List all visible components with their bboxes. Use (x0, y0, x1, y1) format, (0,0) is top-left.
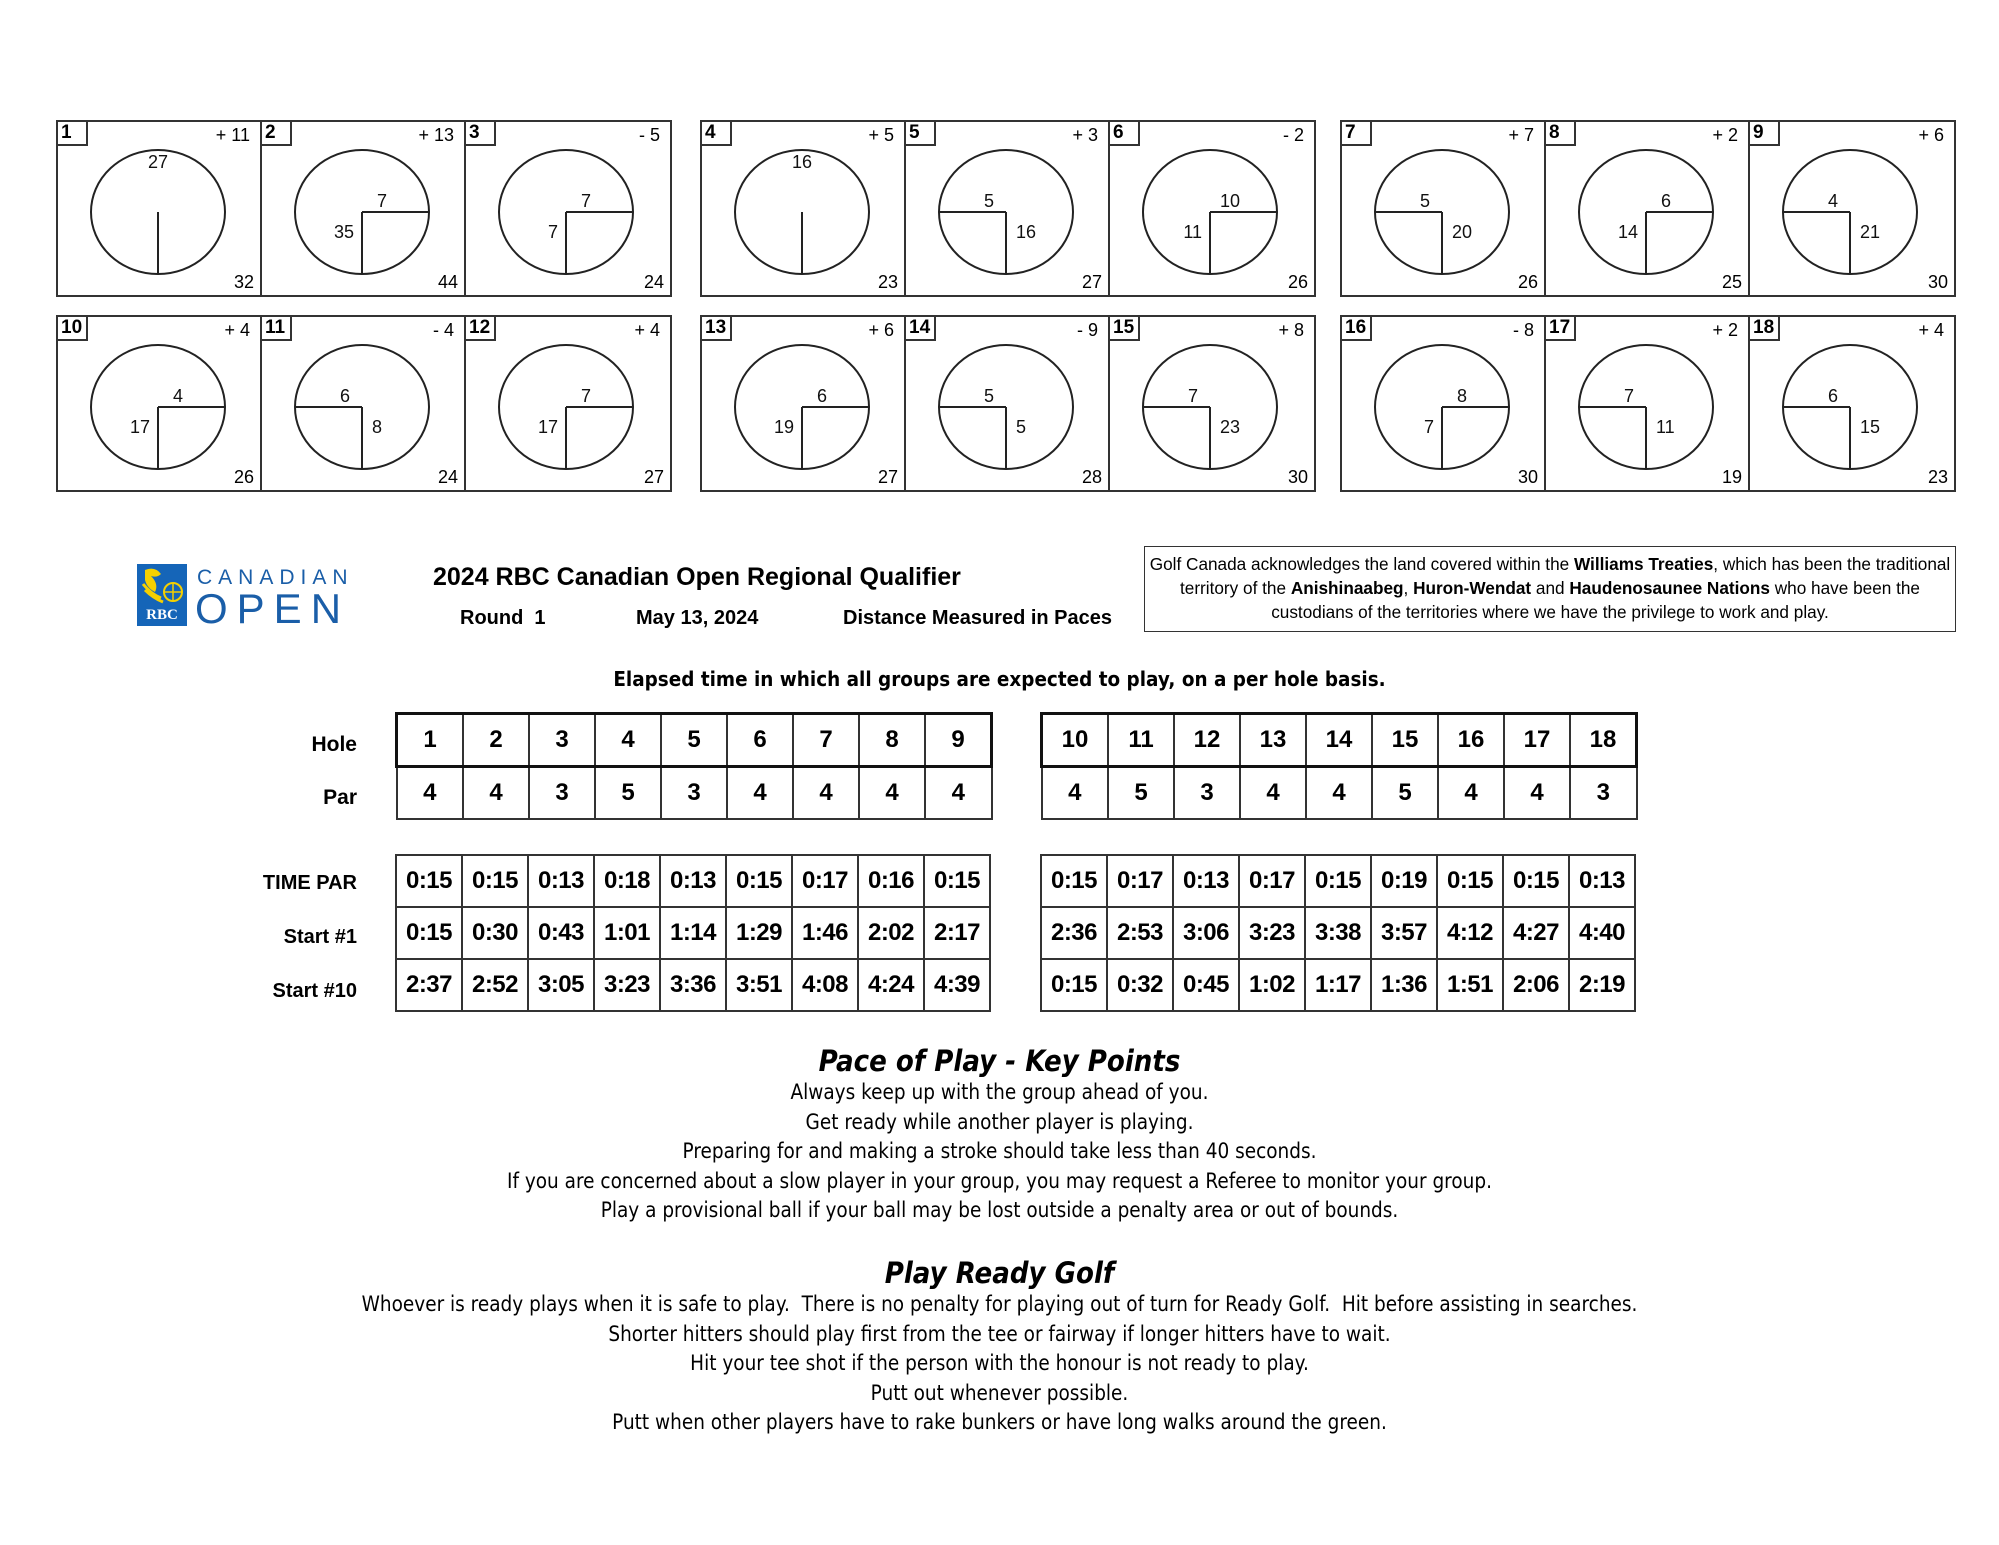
time-table-front-nine (395, 854, 991, 1012)
time-par-row-cell: 0:18 (594, 855, 660, 907)
pin-offset-value: - 4 (432, 320, 454, 340)
green-diagram-icon (906, 317, 1110, 494)
pin-card-hole-15 (1110, 317, 1314, 490)
pin-card-hole-11 (262, 317, 466, 490)
pin-distance-label: 6 (339, 386, 351, 406)
hole-number: 14 (906, 317, 936, 341)
hole-number: 4 (702, 122, 732, 146)
pin-distance-label: 7 (1623, 386, 1635, 406)
pin-offset-value: + 3 (1072, 125, 1098, 145)
row-label-time-par: TIME PAR (262, 872, 357, 894)
start-10-row-cell: 4:24 (858, 959, 924, 1011)
ack-emphasis: Haudenosaunee Nations (1569, 578, 1770, 598)
pin-group (700, 120, 1316, 297)
hole-row-cell: 5 (661, 714, 727, 767)
ready-golf-line: Putt when other players have to rake bunkers or have long walks around the green. (612, 1410, 1387, 1434)
pin-offset-value: - 8 (1512, 320, 1534, 340)
pin-offset-value: + 11 (215, 125, 250, 145)
start-1-row-cell: 1:01 (594, 907, 660, 959)
hole-row-cell: 12 (1174, 714, 1240, 767)
time-par-row (396, 855, 990, 907)
hole-number: 13 (702, 317, 732, 341)
green-diagram-icon (702, 317, 906, 494)
green-depth-value: 28 (1081, 467, 1102, 487)
start-1-row-cell: 3:23 (1239, 907, 1305, 959)
pin-card-hole-10 (58, 317, 262, 490)
pin-distance-label: 20 (1452, 222, 1473, 242)
ack-text: Golf Canada acknowledges the land covered within the (1149, 554, 1574, 574)
start-10-row-cell: 2:52 (462, 959, 528, 1011)
hole-par-table-front-nine (395, 712, 993, 820)
hole-row (397, 714, 992, 767)
pin-distance-label: 16 (1016, 222, 1037, 242)
hole-row-cell: 2 (463, 714, 529, 767)
hole-row-cell: 16 (1438, 714, 1504, 767)
pin-card-hole-12 (466, 317, 670, 490)
pin-card-hole-1 (58, 122, 262, 295)
start-1-row-cell: 4:12 (1437, 907, 1503, 959)
start-1-row-cell: 2:17 (924, 907, 990, 959)
time-par-row-cell: 0:17 (792, 855, 858, 907)
pin-offset-value: - 2 (1282, 125, 1304, 145)
pin-offset-value: + 4 (1918, 320, 1944, 340)
pin-distance-label: 35 (333, 222, 354, 242)
start-10-row (1041, 959, 1635, 1011)
time-par-row-cell: 0:19 (1371, 855, 1437, 907)
pin-distance-label: 7 (376, 191, 388, 211)
green-diagram-icon (906, 122, 1110, 299)
pin-card-hole-6 (1110, 122, 1314, 295)
green-depth-value: 23 (877, 272, 898, 292)
ack-text: , (1403, 578, 1414, 598)
pin-card-hole-3 (466, 122, 670, 295)
pin-distance-label: 27 (147, 152, 169, 172)
green-depth-value: 44 (437, 272, 458, 292)
ack-text: who have been the custodians of the territories where we have the privilege to work and play. (1271, 578, 1920, 622)
start-10-row-cell: 2:06 (1503, 959, 1569, 1011)
pin-distance-label: 17 (129, 417, 150, 437)
pin-card-hole-8 (1546, 122, 1750, 295)
green-depth-value: 23 (1927, 467, 1948, 487)
pin-offset-value: + 13 (418, 125, 454, 145)
ack-text: , which has been the traditional territory of the (1180, 554, 1951, 598)
pin-distance-label: 8 (1456, 386, 1468, 406)
green-depth-value: 30 (1517, 467, 1538, 487)
par-row-cell: 3 (1570, 767, 1637, 820)
rbc-lion-shield-icon (137, 564, 187, 626)
logo-canadian-text: CANADIAN (197, 566, 354, 589)
hole-number: 2 (262, 122, 292, 146)
start-1-row (1041, 907, 1635, 959)
pin-card-hole-16 (1342, 317, 1546, 490)
pin-card-hole-7 (1342, 122, 1546, 295)
pin-distance-label: 7 (580, 386, 592, 406)
green-depth-value: 27 (643, 467, 664, 487)
time-par-row-cell: 0:13 (528, 855, 594, 907)
hole-number: 9 (1750, 122, 1780, 146)
pin-distance-label: 7 (1423, 417, 1434, 437)
distance-unit-note: Distance Measured in Paces (843, 607, 1113, 629)
hole-number: 15 (1110, 317, 1140, 341)
green-diagram-icon (1110, 317, 1314, 494)
green-diagram-icon (58, 122, 262, 299)
hole-row-cell: 18 (1570, 714, 1637, 767)
start-10-row-cell: 3:23 (594, 959, 660, 1011)
pin-card-hole-4 (702, 122, 906, 295)
green-depth-value: 25 (1721, 272, 1742, 292)
par-row-cell: 4 (1306, 767, 1372, 820)
ready-golf-line: Shorter hitters should play first from the tee or fairway if longer hitters have to wait. (608, 1321, 1391, 1346)
par-row-cell: 4 (1438, 767, 1504, 820)
green-diagram-icon (1110, 122, 1314, 299)
green-diagram-icon (262, 317, 466, 494)
start-1-row-cell: 0:43 (528, 907, 594, 959)
time-par-row-cell: 0:17 (1239, 855, 1305, 907)
pin-distance-label: 23 (1220, 417, 1241, 437)
hole-row-cell: 6 (727, 714, 793, 767)
green-diagram-icon (262, 122, 466, 299)
pin-card-hole-17 (1546, 317, 1750, 490)
pin-distance-label: 6 (1660, 191, 1672, 211)
green-diagram-icon (1546, 317, 1750, 494)
hole-number: 11 (262, 317, 292, 341)
green-diagram-icon (1750, 317, 1954, 494)
time-par-row-cell: 0:13 (660, 855, 726, 907)
pace-of-play-section (0, 1044, 1999, 1226)
pace-of-play-line: Play a provisional ball if your ball may be lost outside a penalty area or out of bounds. (600, 1198, 1399, 1222)
pin-distance-label: 16 (791, 152, 813, 172)
par-row-cell: 4 (1042, 767, 1109, 820)
par-row-cell: 5 (595, 767, 661, 820)
pin-card-hole-9 (1750, 122, 1954, 295)
green-depth-value: 26 (233, 467, 254, 487)
par-row-cell: 5 (1372, 767, 1438, 820)
lion-globe-icon (137, 564, 187, 608)
pin-distance-label: 7 (547, 222, 558, 242)
start-10-row-cell: 0:15 (1041, 959, 1107, 1011)
pin-offset-value: + 8 (1278, 320, 1304, 340)
pin-offset-value: - 9 (1076, 320, 1098, 340)
hole-number: 16 (1342, 317, 1372, 341)
green-diagram-icon (702, 122, 906, 299)
ready-golf-line: Putt out whenever possible. (870, 1380, 1129, 1405)
start-1-row-cell: 2:02 (858, 907, 924, 959)
start-1-row-cell: 4:27 (1503, 907, 1569, 959)
green-depth-value: 27 (877, 467, 898, 487)
hole-number: 17 (1546, 317, 1576, 341)
green-depth-value: 24 (437, 467, 458, 487)
time-par-row-cell: 0:15 (1503, 855, 1569, 907)
hole-number: 3 (466, 122, 496, 146)
pin-distance-label: 7 (580, 191, 592, 211)
start-1-row-cell: 1:14 (660, 907, 726, 959)
start-1-row-cell: 4:40 (1569, 907, 1635, 959)
time-table-back-nine (1040, 854, 1636, 1012)
start-1-row-cell: 2:36 (1041, 907, 1107, 959)
par-row-cell: 4 (1504, 767, 1570, 820)
pin-group (56, 315, 672, 492)
par-row-cell: 4 (859, 767, 925, 820)
time-par-row-cell: 0:15 (1437, 855, 1503, 907)
hole-par-table-back-nine (1040, 712, 1638, 820)
green-diagram-icon (1342, 122, 1546, 299)
pin-distance-label: 5 (983, 386, 995, 406)
par-row-cell: 4 (793, 767, 859, 820)
hole-row-cell: 13 (1240, 714, 1306, 767)
start-10-row-cell: 1:17 (1305, 959, 1371, 1011)
hole-number: 8 (1546, 122, 1576, 146)
pin-offset-value: + 7 (1508, 125, 1534, 145)
start-1-row-cell: 1:29 (726, 907, 792, 959)
land-acknowledgement (1144, 546, 1956, 632)
hole-row (1042, 714, 1637, 767)
ready-golf-section (0, 1256, 1999, 1438)
row-label-par: Par (323, 786, 357, 809)
ack-emphasis: Williams Treaties (1573, 554, 1714, 574)
hole-row-cell: 9 (925, 714, 992, 767)
green-diagram-icon (1750, 122, 1954, 299)
pace-of-play-line: If you are concerned about a slow player in your group, you may request a Referee to monitor your group. (506, 1168, 1492, 1193)
start-1-row-cell: 3:57 (1371, 907, 1437, 959)
pin-distance-label: 21 (1860, 222, 1881, 242)
pin-distance-label: 6 (1827, 386, 1839, 406)
time-par-row-cell: 0:13 (1569, 855, 1635, 907)
pin-distance-label: 4 (1827, 191, 1839, 211)
green-depth-value: 27 (1081, 272, 1102, 292)
par-row-cell: 3 (529, 767, 595, 820)
event-title: 2024 RBC Canadian Open Regional Qualifier (433, 563, 961, 591)
par-row (397, 767, 992, 820)
logo-open-text: OPEN (195, 585, 351, 632)
start-10-row-cell: 4:08 (792, 959, 858, 1011)
start-1-row-cell: 0:15 (396, 907, 462, 959)
ack-emphasis: Huron-Wendat (1413, 578, 1532, 598)
start-1-row-cell: 0:30 (462, 907, 528, 959)
pin-group (700, 315, 1316, 492)
time-par-row-cell: 0:15 (1041, 855, 1107, 907)
green-diagram-icon (466, 317, 670, 494)
pin-offset-value: + 6 (1918, 125, 1944, 145)
start-10-row-cell: 1:36 (1371, 959, 1437, 1011)
par-row-cell: 5 (1108, 767, 1174, 820)
start-1-row (396, 907, 990, 959)
green-depth-value: 24 (643, 272, 664, 292)
par-row-cell: 4 (727, 767, 793, 820)
rbc-canadian-open-logo (137, 562, 354, 632)
green-depth-value: 30 (1287, 467, 1308, 487)
hole-row-cell: 1 (397, 714, 464, 767)
hole-number: 10 (58, 317, 88, 341)
pin-distance-label: 17 (537, 417, 558, 437)
pin-group (56, 120, 672, 297)
time-par-row-cell: 0:15 (396, 855, 462, 907)
pin-card-hole-5 (906, 122, 1110, 295)
pin-distance-label: 11 (1183, 222, 1202, 242)
par-row-cell: 4 (397, 767, 464, 820)
hole-row-cell: 10 (1042, 714, 1109, 767)
start-10-row-cell: 1:51 (1437, 959, 1503, 1011)
row-label-start-10: Start #10 (272, 980, 357, 1002)
time-par-row-cell: 0:15 (1305, 855, 1371, 907)
ready-golf-line: Hit your tee shot if the person with the honour is not ready to play. (690, 1351, 1309, 1375)
hole-number: 6 (1110, 122, 1140, 146)
pin-distance-label: 10 (1219, 191, 1241, 211)
start-1-row-cell: 3:06 (1173, 907, 1239, 959)
pin-offset-value: + 2 (1712, 320, 1738, 340)
pace-of-play-line: Always keep up with the group ahead of you. (790, 1080, 1209, 1104)
pin-offset-value: + 2 (1712, 125, 1738, 145)
pin-card-hole-2 (262, 122, 466, 295)
start-10-row-cell: 2:37 (396, 959, 462, 1011)
ack-text: and (1531, 578, 1570, 598)
pace-of-play-title: Pace of Play - Key Points (818, 1044, 1181, 1078)
green-diagram-icon (1342, 317, 1546, 494)
pace-table-caption: Elapsed time in which all groups are expected to play, on a per hole basis. (613, 667, 1386, 691)
hole-row-cell: 14 (1306, 714, 1372, 767)
hole-number: 12 (466, 317, 496, 341)
time-par-row (1041, 855, 1635, 907)
green-diagram-icon (466, 122, 670, 299)
pin-distance-label: 14 (1617, 222, 1638, 242)
hole-number: 7 (1342, 122, 1372, 146)
pace-of-play-line: Get ready while another player is playing. (805, 1109, 1194, 1134)
time-par-row-cell: 0:15 (462, 855, 528, 907)
start-10-row-cell: 3:05 (528, 959, 594, 1011)
start-10-row-cell: 0:45 (1173, 959, 1239, 1011)
pin-distance-label: 7 (1187, 386, 1199, 406)
hole-row-cell: 7 (793, 714, 859, 767)
hole-row-cell: 3 (529, 714, 595, 767)
pin-distance-label: 5 (1419, 191, 1431, 211)
start-10-row-cell: 2:19 (1569, 959, 1635, 1011)
start-10-row-cell: 4:39 (924, 959, 990, 1011)
pin-distance-label: 11 (1656, 417, 1675, 437)
ack-emphasis: Anishinaabeg (1290, 578, 1404, 598)
par-row-cell: 4 (463, 767, 529, 820)
start-10-row-cell: 3:36 (660, 959, 726, 1011)
pin-offset-value: + 6 (868, 320, 894, 340)
time-par-row-cell: 0:15 (726, 855, 792, 907)
hole-row-cell: 11 (1108, 714, 1174, 767)
pin-distance-label: 5 (1016, 417, 1027, 437)
row-label-start-1: Start #1 (283, 926, 357, 948)
start-1-row-cell: 1:46 (792, 907, 858, 959)
start-1-row-cell: 2:53 (1107, 907, 1173, 959)
ready-golf-line: Whoever is ready plays when it is safe to play. There is no penalty for playing out of turn for Ready Golf. Hit before assisting in searches. (361, 1292, 1638, 1316)
hole-number: 1 (58, 122, 88, 146)
green-depth-value: 19 (1721, 467, 1742, 487)
par-row-cell: 3 (661, 767, 727, 820)
pin-card-hole-14 (906, 317, 1110, 490)
pin-distance-label: 4 (172, 386, 184, 406)
start-10-row (396, 959, 990, 1011)
pace-of-play-line: Preparing for and making a stroke should take less than 40 seconds. (682, 1139, 1317, 1163)
ready-golf-title: Play Ready Golf (884, 1256, 1115, 1290)
green-diagram-icon (1546, 122, 1750, 299)
hole-row-cell: 4 (595, 714, 661, 767)
time-par-row-cell: 0:16 (858, 855, 924, 907)
start-1-row-cell: 3:38 (1305, 907, 1371, 959)
hole-number: 18 (1750, 317, 1780, 341)
ready-golf-list (0, 1290, 1999, 1438)
par-row (1042, 767, 1637, 820)
green-depth-value: 26 (1517, 272, 1538, 292)
pin-card-hole-13 (702, 317, 906, 490)
green-diagram-icon (58, 317, 262, 494)
green-depth-value: 32 (233, 272, 254, 292)
par-row-cell: 3 (1174, 767, 1240, 820)
pin-offset-value: + 5 (868, 125, 894, 145)
pin-distance-label: 5 (983, 191, 995, 211)
pin-distance-label: 19 (773, 417, 794, 437)
pin-group (1340, 315, 1956, 492)
pin-distance-label: 6 (816, 386, 828, 406)
pin-offset-value: - 5 (638, 125, 660, 145)
pin-group (1340, 120, 1956, 297)
green-depth-value: 30 (1927, 272, 1948, 292)
logo-rbc-text: RBC (146, 607, 178, 623)
row-label-hole: Hole (311, 733, 357, 756)
par-row-cell: 4 (925, 767, 992, 820)
pin-offset-value: + 4 (634, 320, 660, 340)
time-par-row-cell: 0:17 (1107, 855, 1173, 907)
hole-row-cell: 17 (1504, 714, 1570, 767)
hole-row-cell: 15 (1372, 714, 1438, 767)
pin-distance-label: 8 (372, 417, 383, 437)
hole-number: 5 (906, 122, 936, 146)
par-row-cell: 4 (1240, 767, 1306, 820)
time-par-row-cell: 0:15 (924, 855, 990, 907)
hole-row-cell: 8 (859, 714, 925, 767)
green-depth-value: 26 (1287, 272, 1308, 292)
pin-distance-label: 15 (1860, 417, 1881, 437)
event-round: Round 1 (460, 607, 546, 629)
event-date: May 13, 2024 (636, 607, 759, 629)
pin-card-hole-18 (1750, 317, 1954, 490)
pin-offset-value: + 4 (224, 320, 250, 340)
pace-of-play-list (0, 1078, 1999, 1226)
start-10-row-cell: 1:02 (1239, 959, 1305, 1011)
time-par-row-cell: 0:13 (1173, 855, 1239, 907)
start-10-row-cell: 3:51 (726, 959, 792, 1011)
start-10-row-cell: 0:32 (1107, 959, 1173, 1011)
